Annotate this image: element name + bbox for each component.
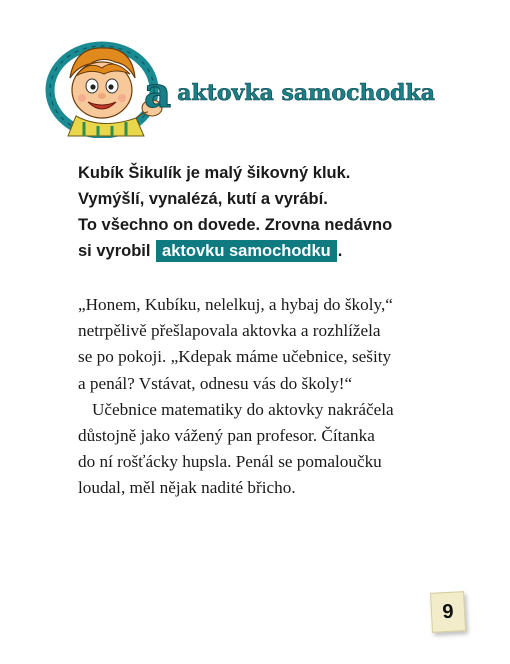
story-line: do ní rošťácky hupsla. Penál se pomaloučku <box>78 452 382 472</box>
intro-suffix: . <box>337 242 343 260</box>
chapter-header <box>40 38 460 138</box>
story-line: se po pokoji. „Kdepak máme učebnice, sešity <box>78 347 392 367</box>
title-initial: a <box>144 68 172 117</box>
highlighted-phrase: aktovku samochodku <box>156 240 337 262</box>
intro-paragraph <box>78 160 438 264</box>
intro-line: Kubík Šikulík je malý šikovný kluk. <box>78 164 351 182</box>
intro-prefix: si vyrobil <box>78 242 151 260</box>
story-line: loudal, měl nějak nadité břicho. <box>78 478 296 498</box>
story-paragraph <box>78 292 458 502</box>
story-line: Učebnice matematiky do aktovky nakráčela <box>92 399 394 419</box>
title-text: aktovka samochodka <box>177 80 436 106</box>
page-number: 9 <box>430 591 466 633</box>
story-line: „Honem, Kubíku, nelelkuj, a hybaj do školy,“ <box>78 295 393 314</box>
story-line: důstojně jako vážený pan profesor. Čítanka <box>78 426 375 446</box>
intro-line-last <box>78 238 438 264</box>
intro-line: To všechno on dovede. Zrovna nedávno <box>78 216 393 234</box>
intro-line: Vymýšlí, vynalézá, kutí a vyrábí. <box>78 190 328 208</box>
story-line: a penál? Vstávat, odnesu vás do školy!“ <box>78 373 353 393</box>
chapter-title <box>144 68 435 118</box>
story-line: netrpělivě přešlapovala aktovka a rozhlížela <box>78 321 381 341</box>
